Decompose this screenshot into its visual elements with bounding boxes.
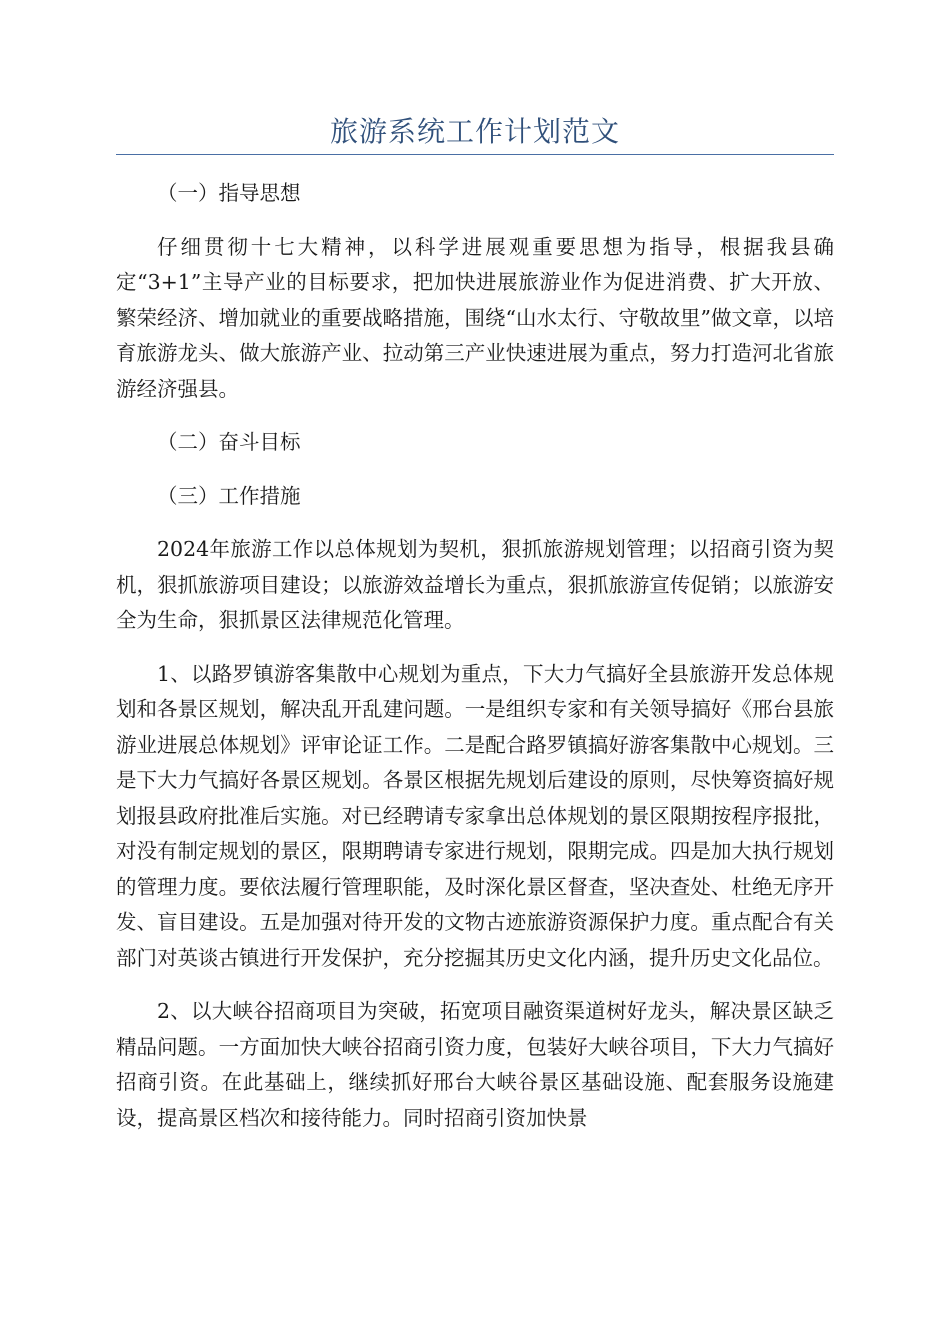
document-body bbox=[116, 176, 834, 1154]
section-heading-guiding-thought: （一）指导思想 bbox=[157, 181, 301, 205]
paragraph-guiding-thought: 仔细贯彻十七大精神，以科学进展观重要思想为指导，根据我县确定“3+1”主导产业的目标要求，把加快进展旅游业作为促进消费、扩大开放、繁荣经济、增加就业的重要战略措施，围绕“山水太行、守敬故里”做文章，以培育旅游龙头、做大旅游产业、拉动第三产业快速进展为重点，努力打造河北省旅游经济强县。 bbox=[116, 234, 834, 401]
paragraph-measures-overview: 2024年旅游工作以总体规划为契机，狠抓旅游规划管理；以招商引资为契机，狠抓旅游项目建设；以旅游效益增长为重点，狠抓旅游宣传促销；以旅游安全为生命，狠抓景区法律规范化管理。 bbox=[116, 537, 834, 632]
paragraph-measure-1: 1、以路罗镇游客集散中心规划为重点，下大力气搞好全县旅游开发总体规划和各景区规划，解决乱开乱建问题。一是组织专家和有关领导搞好《邢台县旅游业进展总体规划》评审论证工作。二是配合路罗镇搞好游客集散中心规划。三是下大力气搞好各景区规划。各景区根据先规划后建设的原则，尽快筹资搞好规划报县政府批准后实施。对已经聘请专家拿出总体规划的景区限期按程序报批，对没有制定规划的景区，限期聘请专家进行规划，限期完成。四是加大执行规划的管理力度。要依法履行管理职能，及时深化景区督查，坚决查处、杜绝无序开发、盲目建设。五是加强对待开发的文物古迹旅游资源保护力度。重点配合有关部门对英谈古镇进行开发保护，充分挖掘其历史文化内涵，提升历史文化品位。 bbox=[116, 661, 834, 970]
section-heading-measures: （三）工作措施 bbox=[157, 483, 301, 508]
paragraph-measure-2: 2、以大峡谷招商项目为突破，拓宽项目融资渠道树好龙头，解决景区缺乏精品问题。一方面加快大峡谷招商引资力度，包装好大峡谷项目，下大力气搞好招商引资。在此基础上，继续抓好邢台大峡谷景区基础设施、配套服务设施建设，提高景区档次和接待能力。同时招商引资加快景 bbox=[116, 999, 834, 1130]
title-underline bbox=[116, 154, 834, 155]
document-title: 旅游系统工作计划范文 bbox=[329, 115, 620, 148]
section-heading-goals: （二）奋斗目标 bbox=[157, 430, 301, 454]
